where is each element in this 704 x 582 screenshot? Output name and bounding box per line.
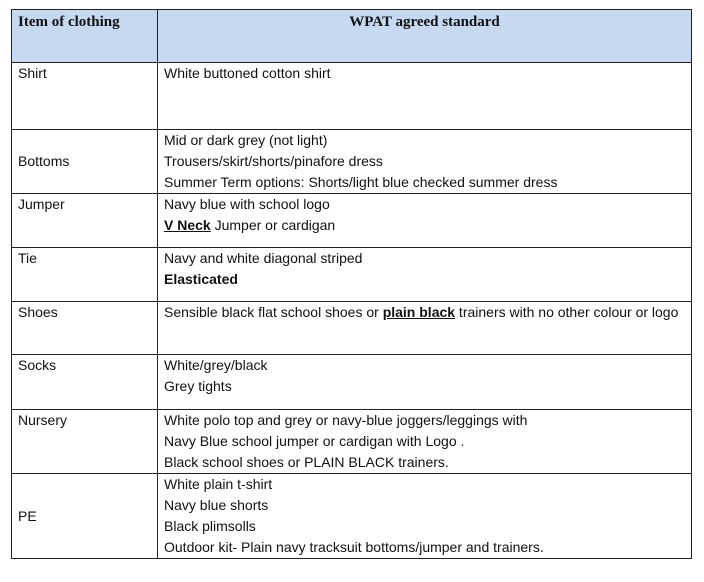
table-row <box>12 410 692 474</box>
header-wpat-agreed-standard: WPAT agreed standard <box>158 10 692 63</box>
standard-text: trainers with no other colour or logo <box>455 304 679 320</box>
standard-line: Black plimsolls <box>164 518 256 534</box>
standard-text: Jumper or cardigan <box>210 217 336 233</box>
item-cell: Tie <box>12 248 158 302</box>
standard-line: Trousers/skirt/shorts/pinafore dress <box>164 153 383 169</box>
table-header-row <box>12 10 692 63</box>
standard-cell <box>158 130 692 194</box>
table-row <box>12 194 692 248</box>
standard-line: Navy blue shorts <box>164 497 269 513</box>
standard-line <box>164 215 685 236</box>
emphasis-text: V Neck <box>164 217 211 233</box>
uniform-standards-table <box>11 9 692 559</box>
standard-line: Outdoor kit- Plain navy tracksuit bottoms/jumper and trainers. <box>164 539 544 555</box>
table-row <box>12 130 692 194</box>
standard-line: Grey tights <box>164 378 232 394</box>
table-row <box>12 248 692 302</box>
standard-line: White/grey/black <box>164 357 268 373</box>
standard-line-bold: Elasticated <box>164 271 238 287</box>
standard-cell <box>158 194 692 248</box>
standard-cell <box>158 410 692 474</box>
standard-line: Navy blue with school logo <box>164 196 330 212</box>
item-cell: Nursery <box>12 410 158 474</box>
standard-line <box>164 302 685 323</box>
table-row <box>12 302 692 355</box>
standard-cell <box>158 248 692 302</box>
standard-cell <box>158 355 692 410</box>
standard-line: White polo top and grey or navy-blue joggers/leggings with <box>164 412 528 428</box>
standard-line: Navy Blue school jumper or cardigan with Logo . <box>164 433 465 449</box>
standard-line: Navy and white diagonal striped <box>164 250 363 266</box>
table-row <box>12 474 692 559</box>
item-cell: Socks <box>12 355 158 410</box>
item-cell: Bottoms <box>12 130 158 194</box>
standard-line: Summer Term options: Shorts/light blue checked summer dress <box>164 174 558 190</box>
emphasis-text: plain black <box>382 304 456 320</box>
standard-line: Mid or dark grey (not light) <box>164 132 328 148</box>
table-row <box>12 355 692 410</box>
standard-line: White plain t-shirt <box>164 476 273 492</box>
standard-line: White buttoned cotton shirt <box>164 65 331 81</box>
table-row <box>12 63 692 130</box>
standard-line: Black school shoes or PLAIN BLACK trainers. <box>164 454 449 470</box>
standard-cell <box>158 63 692 130</box>
item-cell: Shoes <box>12 302 158 355</box>
header-item-of-clothing: Item of clothing <box>12 10 158 63</box>
standard-cell <box>158 474 692 559</box>
item-cell: Jumper <box>12 194 158 248</box>
item-cell: PE <box>12 474 158 559</box>
standard-cell <box>158 302 692 355</box>
standard-text: Sensible black flat school shoes or <box>164 304 383 320</box>
item-cell: Shirt <box>12 63 158 130</box>
